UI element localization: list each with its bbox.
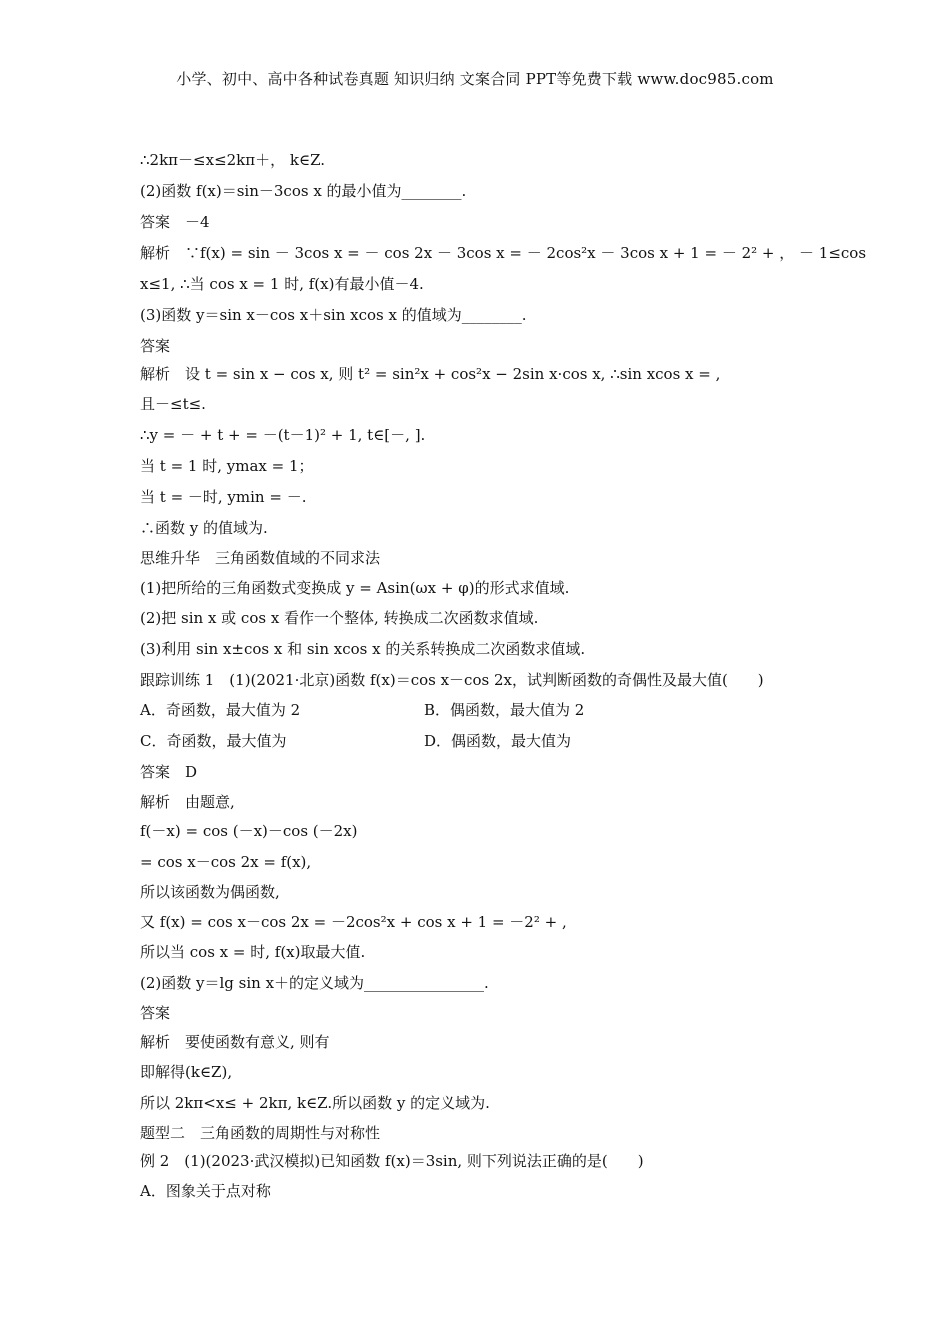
text-line: (2)把 sin x 或 cos x 看作一个整体, 转换成二次函数求值域.	[140, 609, 539, 627]
text-line: 当 t = －时, ymin = －.	[140, 488, 307, 506]
example-title: 例 2 (1)(2023·武汉模拟)已知函数 f(x)＝3sin, 则下列说法正确的是( )	[140, 1152, 644, 1170]
choice-c: C．奇函数，最大值为	[140, 732, 287, 750]
section-title: 题型二 三角函数的周期性与对称性	[140, 1124, 381, 1142]
answer-line: 答案	[140, 1004, 171, 1022]
answer-line: 答案	[140, 337, 171, 355]
exercise-title: 跟踪训练 1 (1)(2021·北京)函数 f(x)＝cos x－cos 2x，试判断函数的奇偶性及最大值( )	[140, 671, 764, 689]
answer-line: 答案 －4	[140, 213, 210, 231]
text-line: 又 f(x) = cos x－cos 2x = －2cos²x + cos x + 1 = －2² + ,	[140, 913, 567, 931]
question-3: (3)函数 y＝sin x－cos x＋sin xcos x 的值域为________.	[140, 306, 527, 324]
text-line: = cos x－cos 2x = f(x),	[140, 853, 312, 871]
text-line: (1)把所给的三角函数式变换成 y = Asin(ωx + φ)的形式求值域.	[140, 579, 570, 597]
section-heading: 思维升华 三角函数值域的不同求法	[140, 549, 381, 567]
text-line: 所以当 cos x = 时, f(x)取最大值.	[140, 943, 366, 961]
choice-a: A．奇函数，最大值为 2	[140, 701, 301, 719]
text-line: ∴y = － + t + = －(t－1)² + 1, t∈[－, ].	[140, 426, 426, 444]
choice-row	[140, 700, 820, 720]
text-line: 且－≤t≤.	[140, 395, 206, 413]
analysis-line: 解析 由题意,	[140, 793, 235, 811]
choice-d: D．偶函数，最大值为	[424, 732, 572, 750]
text-line: x≤1, ∴当 cos x = 1 时, f(x)有最小值－4.	[140, 275, 424, 293]
text-line: 即解得(k∈Z),	[140, 1063, 233, 1081]
question-2: (2)函数 f(x)＝sin－3cos x 的最小值为________.	[140, 182, 467, 200]
page-header: 小学、初中、高中各种试卷真题 知识归纳 文案合同 PPT等免费下载 www.doc985.com	[176, 70, 774, 88]
text-line: 当 t = 1 时, ymax = 1；	[140, 457, 314, 475]
text-line: ∴2kπ－≤x≤2kπ＋， k∈Z.	[140, 151, 326, 169]
text-line: ∴函数 y 的值域为.	[140, 519, 268, 537]
text-line: f(－x) = cos (－x)－cos (－2x)	[140, 822, 358, 840]
question-2b: (2)函数 y＝lg sin x＋的定义域为________________.	[140, 974, 489, 992]
analysis-line: 解析 要使函数有意义, 则有	[140, 1033, 330, 1051]
answer-line: 答案 D	[140, 763, 198, 781]
analysis-line: 解析 ∵f(x) = sin － 3cos x = － cos 2x － 3cos x = － 2cos²x － 3cos x + 1 = － 2² + ， － 1≤cos	[140, 244, 867, 262]
text-line: 所以该函数为偶函数,	[140, 883, 280, 901]
text-line: 所以 2kπ<x≤ + 2kπ, k∈Z.所以函数 y 的定义域为.	[140, 1094, 490, 1112]
analysis-line: 解析 设 t = sin x − cos x, 则 t² = sin²x + cos²x − 2sin x·cos x, ∴sin xcos x = ,	[140, 365, 721, 383]
choice-a: A．图象关于点对称	[140, 1182, 271, 1200]
choice-b: B．偶函数，最大值为 2	[424, 701, 585, 719]
text-line: (3)利用 sin x±cos x 和 sin xcos x 的关系转换成二次函数求值域.	[140, 640, 586, 658]
choice-row	[140, 731, 820, 751]
